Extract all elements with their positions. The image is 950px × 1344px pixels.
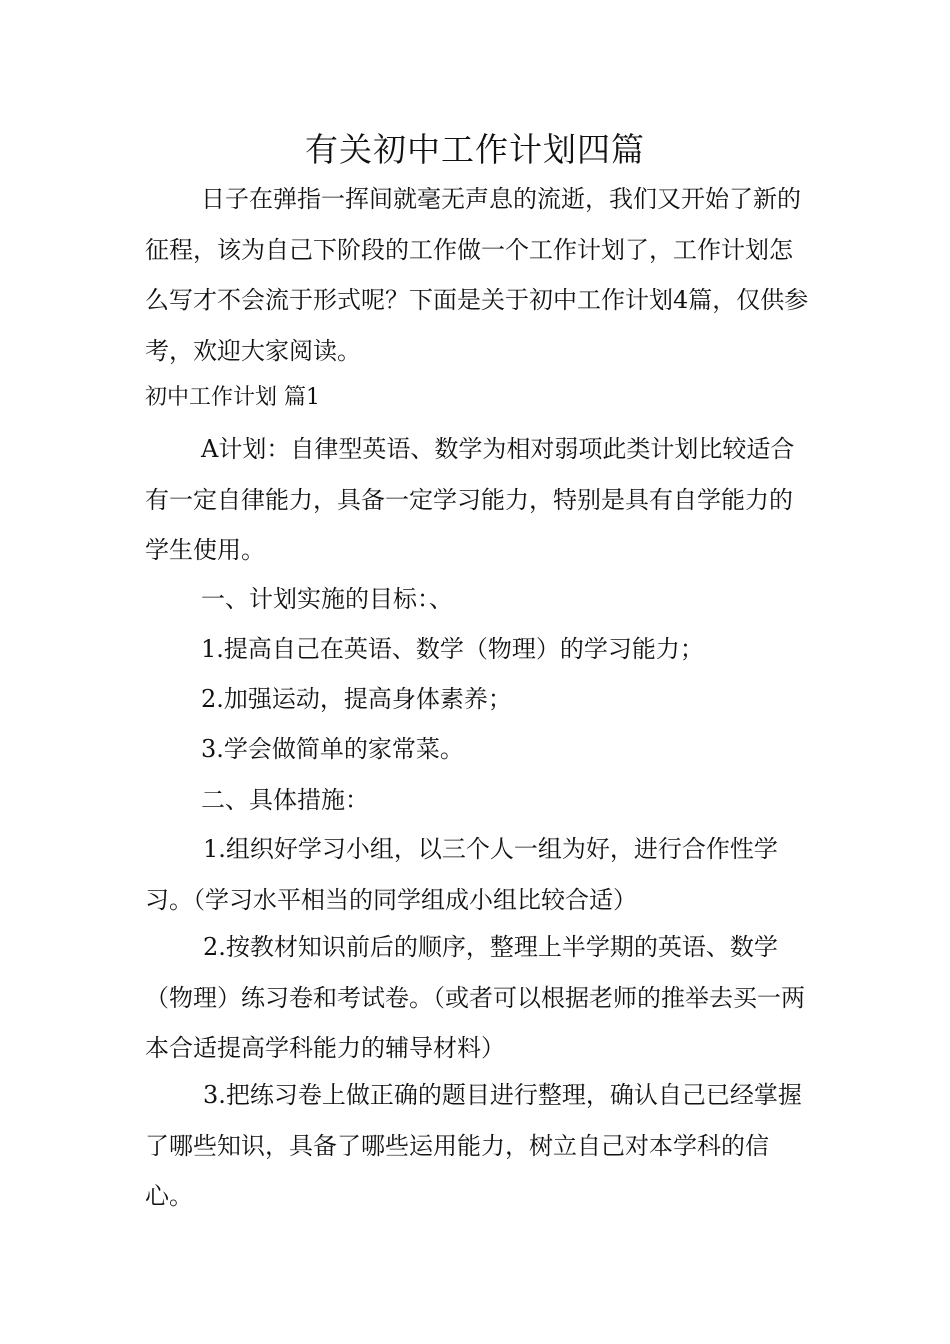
goals-heading: 一、计划实施的目标：、 — [201, 585, 453, 613]
goal-item-2: 2.加强运动，提高身体素养； — [201, 685, 512, 713]
plan-a-paragraph: A计划：自律型英语、数学为相对弱项此类计划比较适合有一定自律能力，具备一定学习能力，特别是具有自学能力的学生使用。 — [145, 435, 795, 564]
section-heading: 初中工作计划 篇1 — [145, 385, 320, 410]
goal-item-1: 1.提高自己在英语、数学（物理）的学习能力； — [201, 635, 704, 663]
measures-heading: 二、具体措施： — [201, 786, 369, 814]
goal-item-3: 3.学会做简单的家常菜。 — [201, 735, 464, 763]
measure-item-3: 3.把练习卷上做正确的题目进行整理，确认自己已经掌握了哪些知识，具备了哪些运用能力，树立自己对本学科的信心。 — [145, 1081, 802, 1210]
intro-paragraph: 日子在弹指一挥间就毫无声息的流逝，我们又开始了新的征程，该为自己下阶段的工作做一个工作计划了，工作计划怎么写才不会流于形式呢？下面是关于初中工作计划4篇，仅供参考，欢迎大家阅读。 — [145, 185, 809, 365]
measure-item-1: 1.组织好学习小组，以三个人一组为好，进行合作性学习。（学习水平相当的同学组成小组比较合适） — [145, 835, 778, 914]
document-title: 有关初中工作计划四篇 — [305, 130, 645, 169]
measure-item-2: 2.按教材知识前后的顺序，整理上半学期的英语、数学（物理）练习卷和考试卷。（或者可以根据老师的推举去买一两本合适提高学科能力的辅导材料） — [145, 933, 805, 1062]
